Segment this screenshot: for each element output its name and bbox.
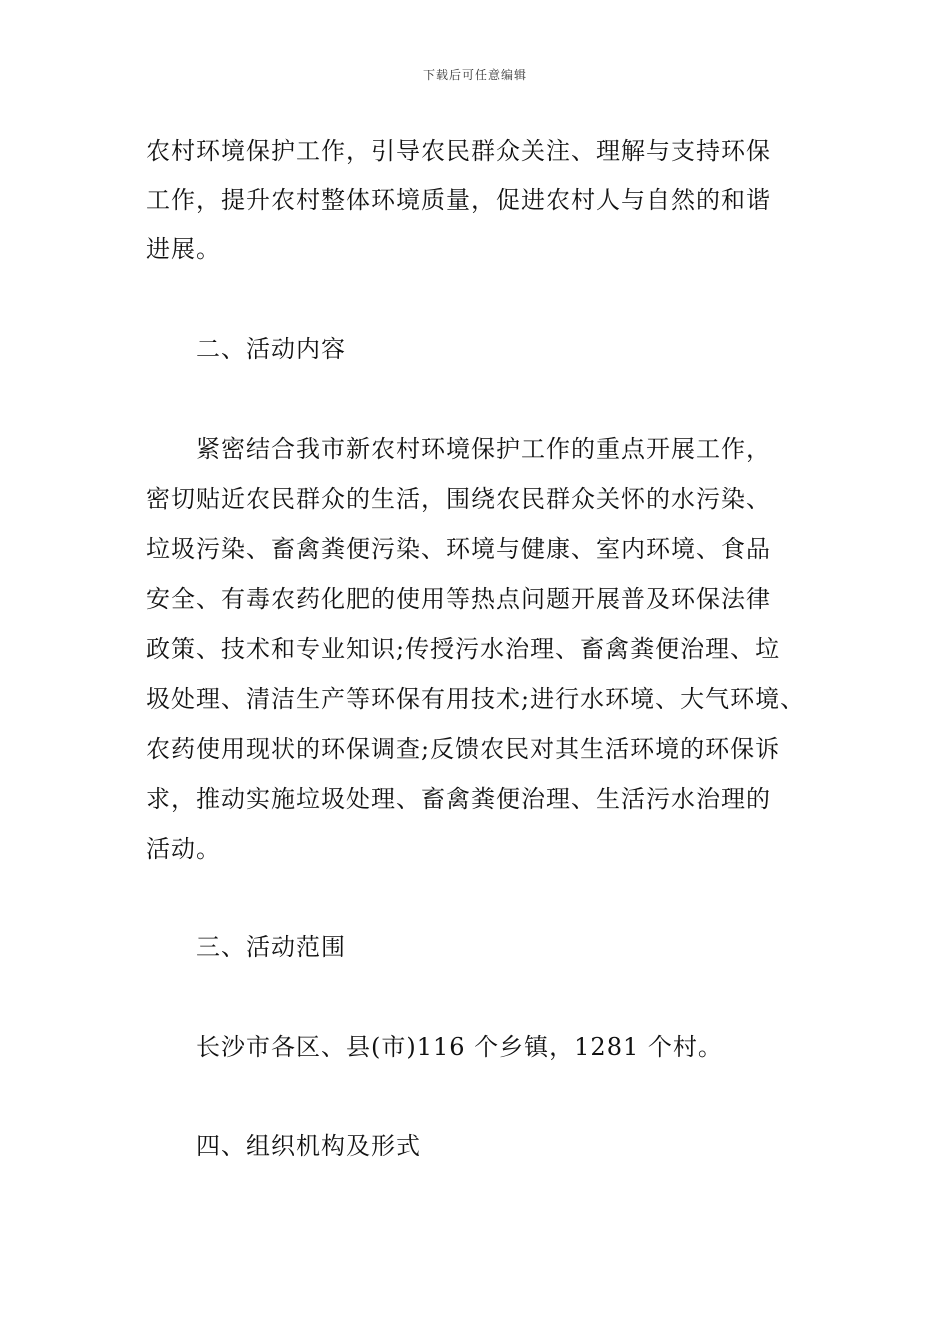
- paragraph-line: 工作，提升农村整体环境质量，促进农村人与自然的和谐: [146, 186, 771, 214]
- paragraph-line: 圾处理、清洁生产等环保有用技术;进行水环境、大气环境、: [146, 685, 806, 713]
- paragraph-line: 政策、技术和专业知识;传授污水治理、畜禽粪便治理、垃: [146, 635, 781, 663]
- paragraph-line: 紧密结合我市新农村环境保护工作的重点开展工作，: [196, 435, 771, 463]
- paragraph-line: 农药使用现状的环保调查;反馈农民对其生活环境的环保诉: [146, 735, 781, 763]
- paragraph-line: 垃圾污染、畜禽粪便污染、环境与健康、室内环境、食品: [146, 535, 771, 563]
- section-heading-organization: 四、组织机构及形式: [196, 1132, 421, 1160]
- paragraph-line: 求，推动实施垃圾处理、畜禽粪便治理、生活污水治理的: [146, 785, 771, 813]
- paragraph-line: 进展。: [146, 235, 221, 263]
- section-heading-activity-content: 二、活动内容: [196, 335, 346, 363]
- paragraph-line: 密切贴近农民群众的生活，围绕农民群众关怀的水污染、: [146, 485, 771, 513]
- page-header-note: 下载后可任意编辑: [422, 68, 527, 82]
- paragraph-line: 活动。: [146, 835, 221, 863]
- paragraph-line: 安全、有毒农药化肥的使用等热点问题开展普及环保法律: [146, 585, 771, 613]
- activity-scope-text: 长沙市各区、县(市)116 个乡镇，1281 个村。: [196, 1033, 723, 1061]
- paragraph-line: 农村环境保护工作，引导农民群众关注、理解与支持环保: [146, 137, 771, 165]
- section-heading-activity-scope: 三、活动范围: [196, 933, 346, 961]
